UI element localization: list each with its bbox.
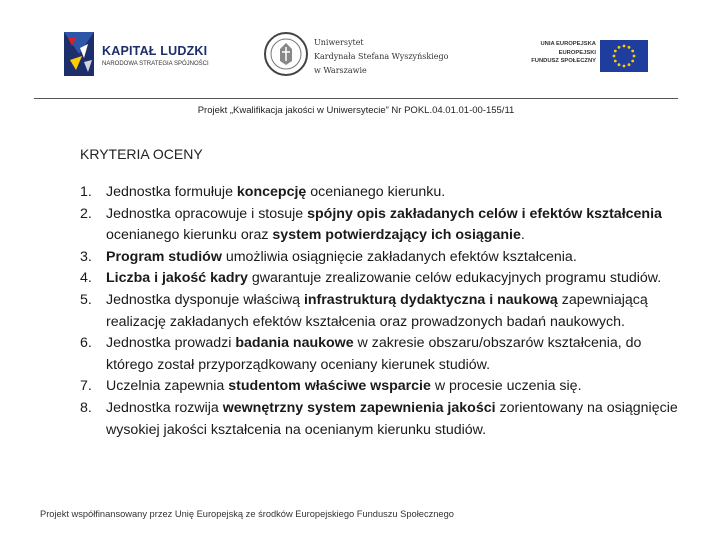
- criterion-number: 6.: [80, 335, 92, 352]
- criterion-number: 1.: [80, 184, 92, 200]
- criterion-emphasis: studentom właściwe wsparcie: [228, 378, 431, 395]
- footer-text: Projekt współfinansowany przez Unię Europejską ze środków Europejskiego Funduszu Społecznego: [40, 509, 454, 519]
- project-title: Projekt „Kwalifikacja jakości w Uniwersytecie” Nr POKL.04.01.01-00-155/11: [197, 105, 515, 116]
- criterion-number: 5.: [80, 291, 92, 308]
- criterion-emphasis: koncepcję: [236, 184, 307, 200]
- criterion-text: ocenianego kierunku oraz: [106, 227, 273, 244]
- criterion-text: .: [520, 227, 525, 244]
- university-name: [314, 36, 448, 78]
- criterion-text: Jednostka opracowuje i stosuje: [106, 205, 308, 222]
- kapital-ludzki-logo: [62, 30, 222, 78]
- criterion-emphasis: badania naukowe: [235, 335, 354, 352]
- university-seal-icon: [262, 30, 310, 78]
- criterion-emphasis: ich osiąganie: [430, 227, 521, 244]
- criterion-emphasis: system: [272, 227, 322, 244]
- criterion-item: [80, 333, 680, 376]
- kapital-ludzki-title: KAPITAŁ LUDZKI: [102, 44, 208, 58]
- university-logo: [262, 30, 472, 78]
- criteria-list: [80, 182, 680, 441]
- criterion-emphasis: spójny opis zakładanych celów i efektów kształcenia: [307, 205, 662, 222]
- criterion-number: 3.: [80, 248, 92, 265]
- criterion-number: 4.: [80, 270, 92, 287]
- criterion-item: [80, 204, 680, 247]
- eu-logo-line3: FUNDUSZ SPOŁECZNY: [531, 58, 596, 64]
- criterion-item: [80, 376, 680, 398]
- criterion-item: [80, 182, 680, 204]
- criterion-text: Jednostka formułuje: [106, 184, 237, 200]
- university-name-line3: w Warszawie: [314, 66, 367, 75]
- criterion-item: [80, 398, 680, 441]
- criterion-text: umożliwia osiągnięcie zakładanych efektów kształcenia.: [221, 248, 577, 265]
- criterion-text: Jednostka rozwija: [106, 399, 223, 416]
- criterion-number: 8.: [80, 399, 92, 416]
- criterion-emphasis: Liczba i jakość kadry: [106, 270, 248, 287]
- criterion-text: zorientowany na osiągnięcie wysokiej jakości kształcenia na ocenianym kierunku studiów.: [106, 399, 678, 438]
- eu-flag-icon: [600, 40, 648, 72]
- kapital-ludzki-emblem-icon: [62, 30, 100, 78]
- criterion-item: [80, 247, 680, 269]
- eu-logo-line1: UNIA EUROPEJSKA: [540, 41, 596, 47]
- criterion-item: [80, 268, 680, 290]
- criterion-text: Jednostka dysponuje właściwą: [106, 291, 304, 308]
- criterion-text: zapewniającą realizację zakładanych efektów kształcenia oraz prowadzonych badań naukowych.: [106, 291, 648, 330]
- criterion-number: 2.: [80, 205, 92, 222]
- criterion-item: [80, 290, 680, 333]
- eu-logo: [518, 40, 648, 74]
- kapital-ludzki-subtitle: NARODOWA STRATEGIA SPÓJNOŚCI: [102, 61, 209, 67]
- logo-bar: [0, 0, 720, 95]
- university-name-line2: Kardynała Stefana Wyszyńskiego: [314, 52, 449, 61]
- criterion-text: ocenianego kierunku.: [306, 184, 446, 200]
- criterion-emphasis: potwierdzający: [325, 227, 427, 244]
- criterion-emphasis: wewnętrzny system zapewnienia jakości: [222, 399, 496, 416]
- criterion-text: w procesie uczenia się.: [430, 378, 582, 395]
- criterion-emphasis: infrastrukturą dydaktyczna i naukową: [303, 291, 558, 308]
- criterion-text: w zakresie obszaru/obszarów kształcenia, do którego został przyporządkowany oceniany kierunek studiów.: [106, 335, 642, 373]
- header-divider: [34, 98, 678, 99]
- eu-logo-text: [518, 40, 596, 66]
- criterion-text: Jednostka prowadzi: [106, 335, 236, 352]
- criterion-text: Uczelnia zapewnia: [106, 378, 229, 395]
- criterion-emphasis: Program studiów: [106, 248, 222, 265]
- criterion-text: gwarantuje zrealizowanie celów edukacyjnych programu studiów.: [247, 270, 662, 287]
- university-name-line1: Uniwersytet: [314, 38, 364, 47]
- criterion-number: 7.: [80, 378, 92, 395]
- page-title: KRYTERIA OCENY: [80, 146, 203, 162]
- eu-logo-line2: EUROPEJSKI: [558, 49, 596, 56]
